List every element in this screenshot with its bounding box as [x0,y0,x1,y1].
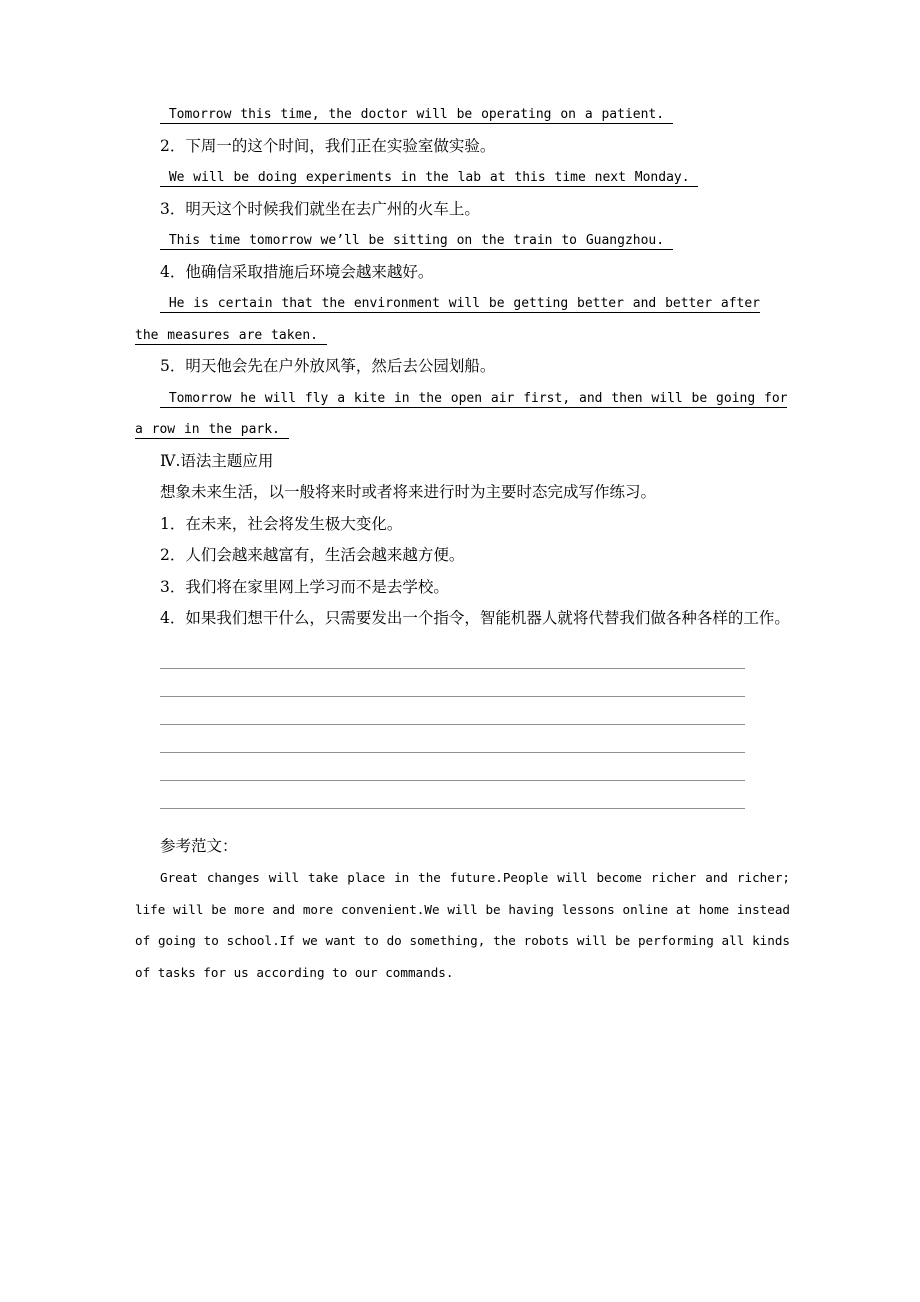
writing-line [160,641,745,669]
underlined-answer-3: This time tomorrow we’ll be sitting on the train to Guangzhou. [160,233,673,250]
translation-answer-1 [135,99,790,131]
writing-line [160,669,745,697]
translation-question-4: 4．他确信采取措施后环境会越来越好。 [160,262,434,281]
underlined-answer-1: Tomorrow this time, the doctor will be operating on a patient. [160,107,673,124]
translation-question-5: 5．明天他会先在户外放风筝，然后去公园划船。 [160,357,496,375]
translation-answer-5 [135,383,790,446]
writing-area [160,641,745,809]
writing-prompt-4: 4．如果我们想干什么，只需要发出一个指令，智能机器人就将代替我们做各种各样的工作。 [160,609,790,627]
underlined-answer-5: Tomorrow he will fly a kite in the open air first, and then will be going for a row in the park. [135,390,788,437]
underlined-answer-2: We will be doing experiments in the lab at this time next Monday. [160,170,698,187]
translation-answer-3 [135,225,790,257]
writing-prompt-2: 2．人们会越来越富有，生活会越来越方便。 [160,546,465,564]
translation-answer-4 [135,288,790,351]
writing-line [160,781,745,809]
translation-question-2: 2．下周一的这个时间，我们正在实验室做实验。 [160,136,496,155]
translation-question-3: 3．明天这个时候我们就坐在去广州的火车上。 [160,199,480,218]
section-instruction: 想象未来生活，以一般将来时或者将来进行时为主要时态完成写作练习。 [160,483,657,501]
reference-label: 参考范文： [160,836,238,855]
writing-prompt-1: 1．在未来，社会将发生极大变化。 [160,514,403,533]
writing-line [160,697,745,725]
translation-answer-2 [135,162,790,194]
reference-text: Great changes will take place in the future.People will become richer and richer; life will be more and more convenient.We will be having lessons online at home instead of going to school.If we want to do something, the robots will be performing all kinds of tasks for us according to our commands. [135,870,790,980]
writing-line [160,753,745,781]
writing-line [160,725,745,753]
underlined-answer-4: He is certain that the environment will be getting better and better after the measures are taken. [135,296,761,343]
section-heading: Ⅳ.语法主题应用 [160,451,274,470]
writing-prompt-3: 3．我们将在家里网上学习而不是去学校。 [160,577,449,596]
